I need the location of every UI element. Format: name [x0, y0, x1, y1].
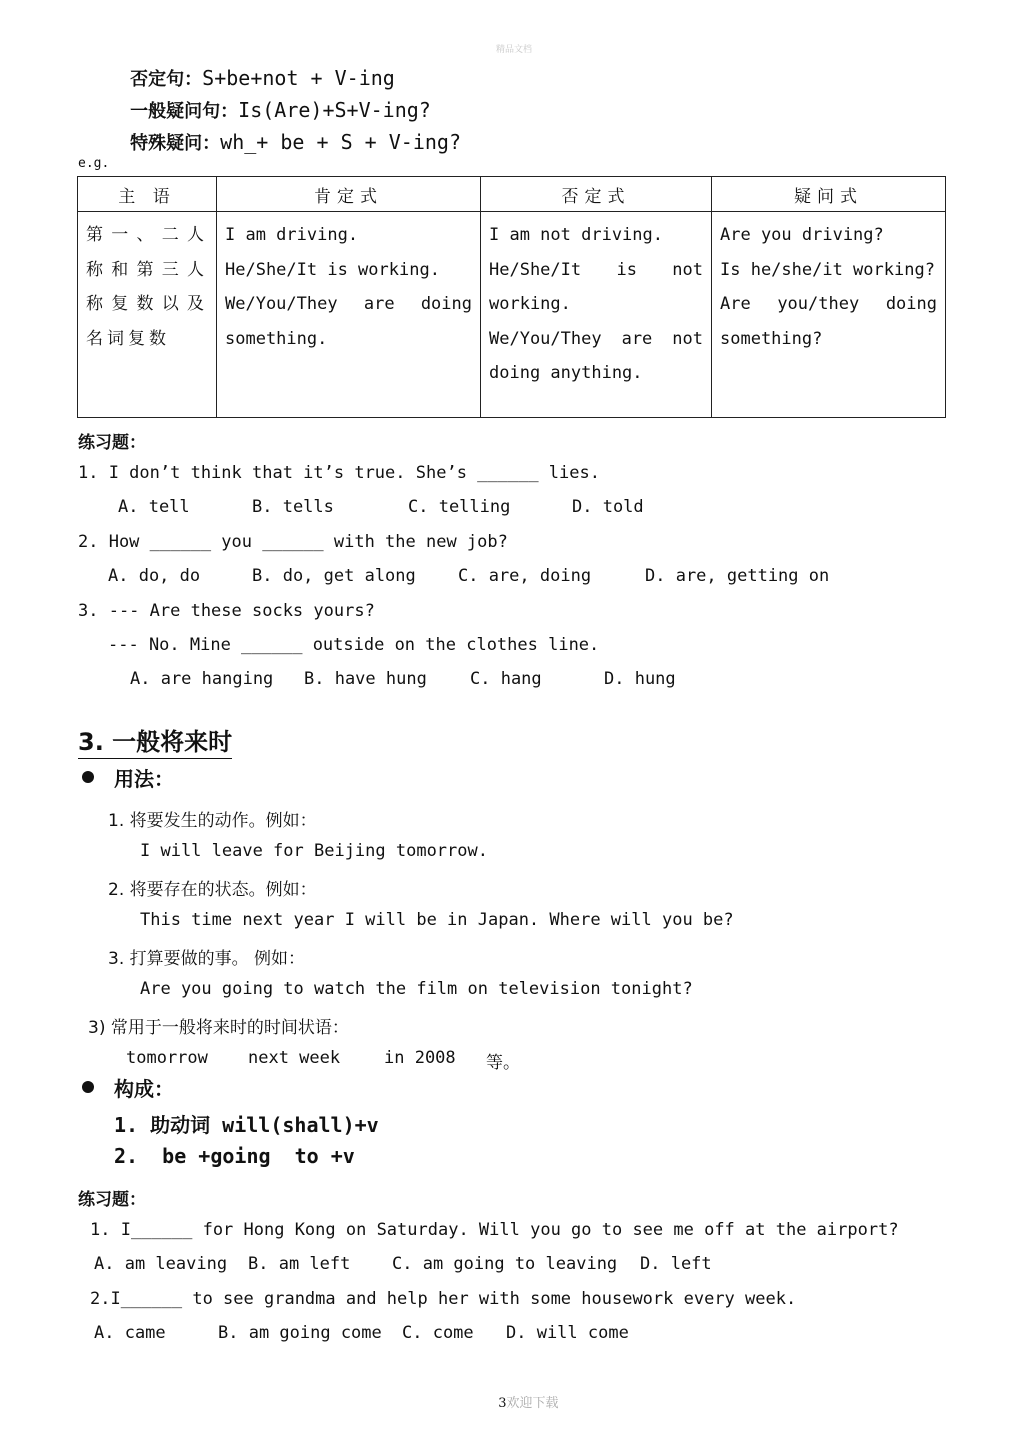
affirmative-line: We/You/They are doing something.	[225, 294, 472, 349]
header-negative: 否定式	[481, 177, 712, 212]
special-question-structure	[120, 110, 461, 155]
table-header-row	[78, 177, 946, 212]
option-d: D. will come	[506, 1323, 629, 1343]
footer-text: 欢迎下载	[506, 1396, 559, 1411]
usage-3: 3. 打算要做的事。 例如：	[108, 949, 306, 969]
option-c: C. hang	[470, 669, 542, 689]
usage-label: 用法：	[114, 767, 174, 791]
negative-line: I am not driving.	[489, 225, 663, 245]
option-d: D. told	[572, 497, 644, 517]
option-a: A. am leaving	[94, 1254, 228, 1274]
eg-label: e.g.	[78, 156, 110, 171]
option-b: B. am left	[248, 1254, 351, 1274]
option-c: C. am going to leaving	[392, 1254, 618, 1274]
affirmative-line: I am driving.	[225, 225, 359, 245]
structure-2: 2. be +going to +v	[114, 1144, 355, 1168]
option-d: D. are, getting on	[645, 566, 830, 586]
negative-formula: S+be+not + V-ing	[202, 66, 395, 90]
option-a: A. tell	[118, 497, 190, 517]
question-3-reply: --- No. Mine ______ outside on the clothes line.	[108, 635, 600, 655]
option-a: A. do, do	[108, 566, 201, 586]
general-question-label: 一般疑问句：	[130, 101, 239, 122]
header-question: 疑问式	[712, 177, 946, 212]
negative-line: We/You/They are not doing anything.	[489, 328, 703, 383]
usage-1: 1. 将要发生的动作。例如：	[108, 811, 317, 831]
usage-1-example: I will leave for Beijing tomorrow.	[140, 841, 488, 861]
present-continuous-table	[77, 176, 946, 418]
option-c: C. telling	[408, 497, 511, 517]
usage-2-example: This time next year I will be in Japan. Where will you be?	[140, 910, 734, 930]
negative-line: He/She/It is not working.	[489, 259, 703, 314]
option-a: A. came	[94, 1323, 166, 1343]
question-cell	[712, 212, 946, 418]
time-adverbial: next week	[248, 1048, 341, 1068]
header-subject: 主 语	[78, 177, 217, 212]
question-line: Are you/they doing something?	[720, 294, 937, 349]
general-question-formula: Is(Are)+S+V-ing?	[238, 98, 431, 122]
affirmative-line: He/She/It is working.	[225, 259, 440, 280]
header-watermark: 精品文档	[496, 45, 533, 55]
question-line: Is he/she/it working?	[720, 259, 935, 280]
option-c: C. are, doing	[458, 566, 592, 586]
time-adverbial-label: 3) 常用于一般将来时的时间状语：	[88, 1018, 349, 1038]
option-a: A. are hanging	[130, 669, 274, 689]
question-1: 1. I______ for Hong Kong on Saturday. Will you go to see me off at the airport?	[90, 1220, 899, 1240]
affirmative-cell	[217, 212, 481, 418]
question-line: Are you driving?	[720, 225, 884, 245]
page-footer	[490, 1377, 559, 1411]
structure-1: 1. 助动词 will(shall)+v	[114, 1113, 379, 1137]
negative-label: 否定句：	[130, 69, 203, 90]
option-b: B. do, get along	[252, 566, 416, 586]
option-b: B. have hung	[304, 669, 427, 689]
option-b: B. tells	[252, 497, 334, 517]
section-title: 3. 一般将来时	[78, 722, 232, 759]
exercise-label: 练习题：	[78, 1190, 146, 1210]
question-2: 2.I______ to see grandma and help her with some housework every week.	[90, 1289, 797, 1309]
option-b: B. am going come	[218, 1323, 382, 1343]
page-number: 3	[498, 1396, 507, 1411]
question-3: 3. --- Are these socks yours?	[78, 601, 375, 621]
bullet-icon	[82, 771, 94, 783]
time-adverbial: tomorrow	[126, 1048, 208, 1068]
structure-label: 构成：	[114, 1077, 174, 1101]
usage-2: 2. 将要存在的状态。例如：	[108, 880, 317, 900]
time-adverbial: in 2008	[384, 1048, 456, 1068]
question-1: 1. I don’t think that it’s true. She’s ______ lies.	[78, 463, 600, 483]
negative-cell	[481, 212, 712, 418]
subject-cell: 第一、二人称和第三人称复数以及名词复数	[78, 212, 217, 418]
option-c: C. come	[402, 1323, 474, 1343]
question-2: 2. How ______ you ______ with the new job?	[78, 532, 508, 552]
table-row	[78, 212, 946, 418]
special-question-label: 特殊疑问：	[130, 133, 221, 154]
option-d: D. left	[640, 1254, 712, 1274]
special-question-formula: wh_+ be + S + V-ing?	[220, 130, 461, 154]
header-affirmative: 肯定式	[217, 177, 481, 212]
bullet-icon	[82, 1081, 94, 1093]
option-d: D. hung	[604, 669, 676, 689]
exercise-label: 练习题：	[78, 433, 146, 453]
usage-3-example: Are you going to watch the film on television tonight?	[140, 979, 693, 999]
time-adverbial: 等。	[486, 1053, 520, 1073]
